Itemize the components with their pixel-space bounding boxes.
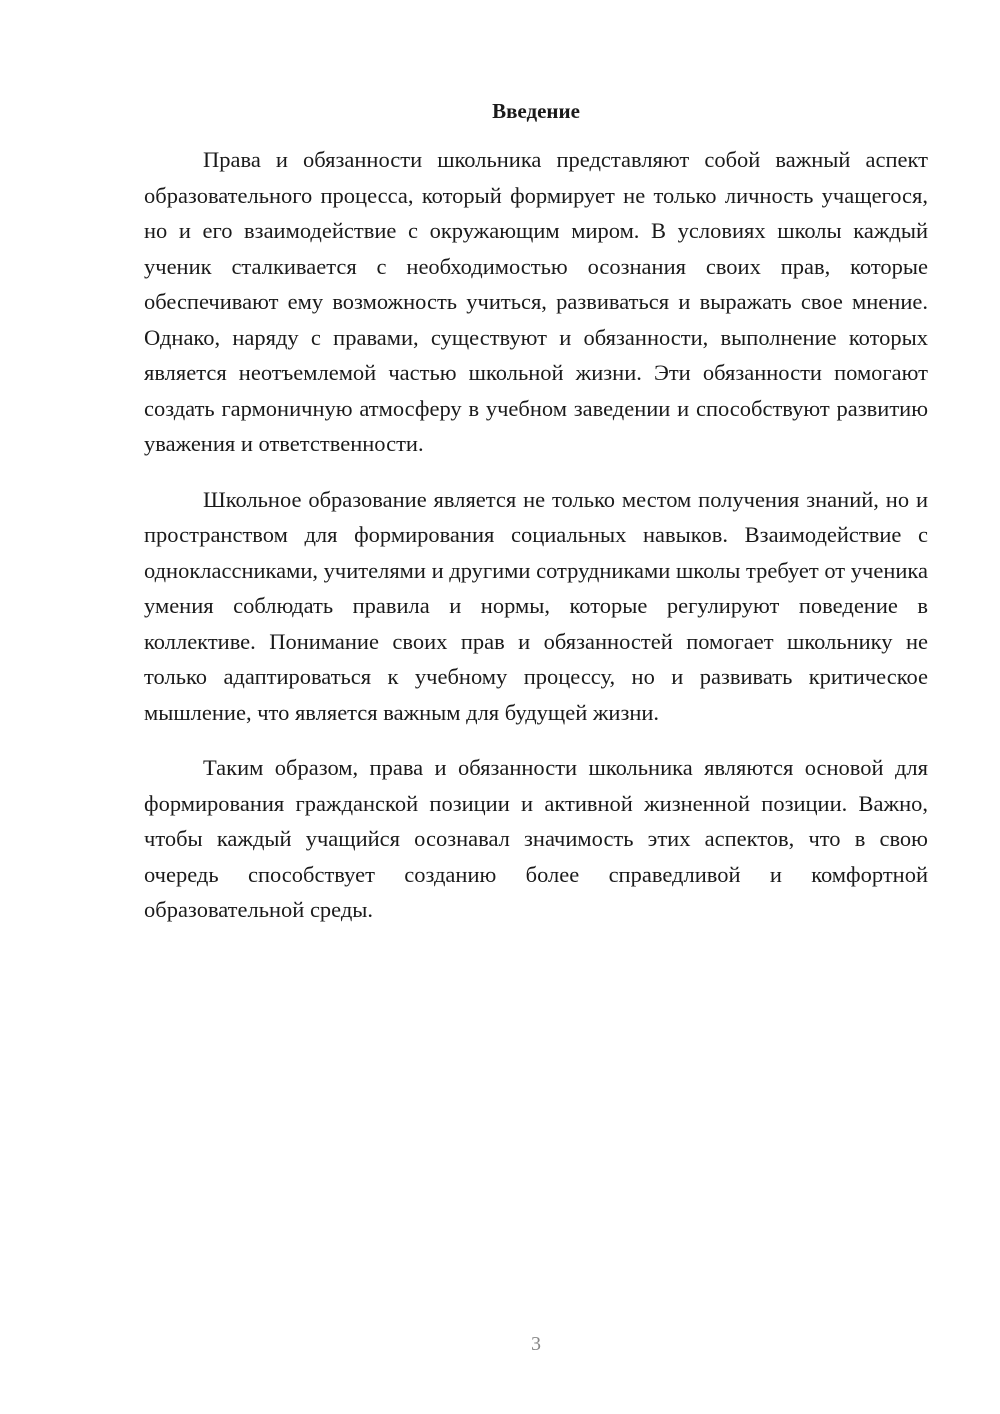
paragraph-1: Права и обязанности школьника представляют собой важный аспект образовательного процесса, который формирует не только личность учащегося, но и его взаимодействие с окружающим миром. В условиях школы каждый ученик сталкивается с необходимостью осознания своих прав, которые обеспечивают ему возможность учиться, развиваться и выражать свое мнение. Однако, наряду с правами, существуют и обязанности, выполнение которых является неотъемлемой частью школьной жизни. Эти обязанности помогают создать гармоничную атмосферу в учебном заведении и способствуют развитию уважения и ответственности. <box>144 147 928 456</box>
paragraph-2: Школьное образование является не только местом получения знаний, но и пространством для формирования социальных навыков. Взаимодействие с одноклассниками, учителями и другими сотрудниками школы требует от ученика умения соблюдать правила и нормы, которые регулируют поведение в коллективе. Понимание своих прав и обязанностей помогает школьнику не только адаптироваться к учебному процессу, но и развивать критическое мышление, что является важным для будущей жизни. <box>144 486 928 725</box>
section-title: Введение <box>492 99 580 123</box>
body-text <box>144 142 928 948</box>
page-number: 3 <box>531 1333 541 1355</box>
paragraph-3: Таким образом, права и обязанности школьника являются основой для формирования гражданской позиции и активной жизненной позиции. Важно, чтобы каждый учащийся осознавал значимость этих аспектов, что в свою очередь способствует созданию более справедливой и комфортной образовательной среды. <box>144 755 928 922</box>
